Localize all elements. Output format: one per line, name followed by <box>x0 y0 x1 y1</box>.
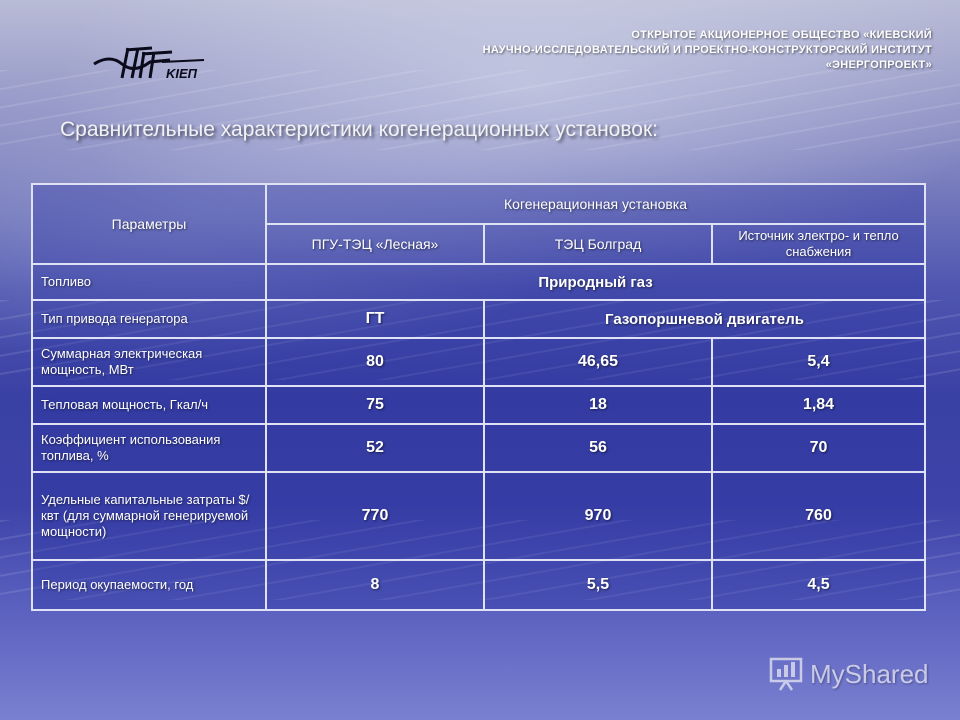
org-line: НАУЧНО-ИССЛЕДОВАТЕЛЬСКИЙ И ПРОЕКТНО-КОНСТРУКТОРСКИЙ ИНСТИТУТ <box>482 44 932 56</box>
table-cell: 8 <box>266 560 484 610</box>
presentation-icon <box>768 657 804 691</box>
table-cell: 1,84 <box>712 386 925 424</box>
table-cell: 5,5 <box>484 560 712 610</box>
params-header: Параметры <box>32 184 266 264</box>
table-cell: 52 <box>266 424 484 472</box>
table-cell: 970 <box>484 472 712 560</box>
watermark-text: MyShared <box>810 658 929 689</box>
table-cell: 4,5 <box>712 560 925 610</box>
table-cell: 770 <box>266 472 484 560</box>
drive-value: ГТ <box>266 300 484 338</box>
row-label: Коэффициент использования топлива, % <box>32 424 266 472</box>
org-line: ОТКРЫТОЕ АКЦИОНЕРНОЕ ОБЩЕСТВО «КИЕВСКИЙ <box>631 29 932 41</box>
organization-header <box>372 28 932 73</box>
comparison-table <box>31 183 926 611</box>
table-cell: 56 <box>484 424 712 472</box>
column-header: ПГУ-ТЭЦ «Лесная» <box>266 224 484 264</box>
table-cell: 46,65 <box>484 338 712 386</box>
table-cell: 760 <box>712 472 925 560</box>
table-cell: 70 <box>712 424 925 472</box>
row-label: Суммарная электрическая мощность, МВт <box>32 338 266 386</box>
fuel-value: Природный газ <box>266 264 925 300</box>
row-label: Тип привода генератора <box>32 300 266 338</box>
table-cell: 18 <box>484 386 712 424</box>
org-line: «ЭНЕРГОПРОЕКТ» <box>825 59 932 71</box>
column-header: ТЭЦ Болград <box>484 224 712 264</box>
watermark <box>768 656 929 692</box>
page-title: Сравнительные характеристики когенерационных установок: <box>60 118 658 141</box>
table-cell: 5,4 <box>712 338 925 386</box>
row-label: Период окупаемости, год <box>32 560 266 610</box>
row-label: Тепловая мощность, Гкал/ч <box>32 386 266 424</box>
row-label: Топливо <box>32 264 266 300</box>
column-header: Источник электро- и тепло снабжения <box>712 224 925 264</box>
row-label: Удельные капитальные затраты $/квт (для суммарной генерируемой мощности) <box>32 472 266 560</box>
table-cell: 80 <box>266 338 484 386</box>
kiep-logo <box>92 42 212 86</box>
logo-text: KIEП <box>166 66 198 81</box>
group-header: Когенерационная установка <box>266 184 925 224</box>
table-cell: 75 <box>266 386 484 424</box>
drive-value: Газопоршневой двигатель <box>484 300 925 338</box>
